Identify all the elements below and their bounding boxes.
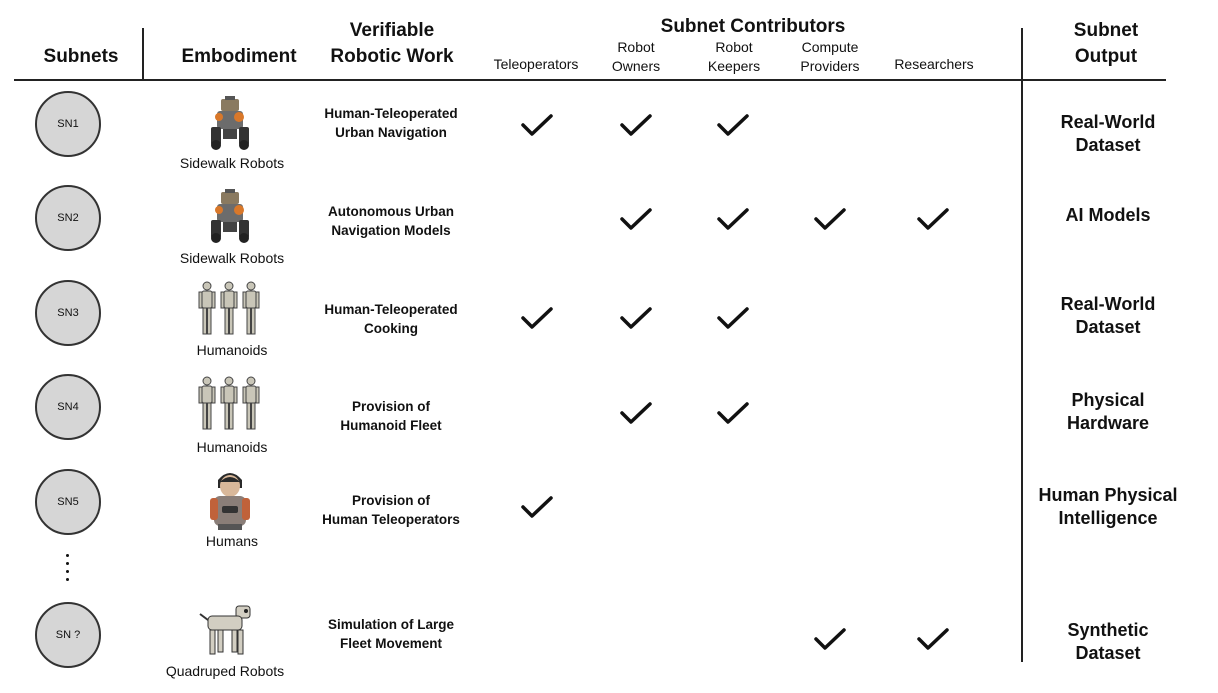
work-line: Human-Teleoperated (324, 106, 458, 121)
contributor-compute-providers (782, 38, 878, 76)
output-line: Synthetic (1067, 620, 1149, 640)
work-line: Humanoid Fleet (340, 418, 442, 433)
verifiable-work-text (296, 300, 486, 338)
subnet-output-text (1018, 111, 1198, 157)
output-line: Dataset (1075, 135, 1141, 155)
output-line: Real-World (1060, 294, 1156, 314)
output-line: Physical (1071, 390, 1145, 410)
contributor-robot-owners-line1: Robot (617, 39, 655, 55)
work-line: Simulation of Large (327, 617, 454, 632)
verifiable-work-text (296, 491, 486, 529)
verifiable-work-header (306, 18, 478, 70)
subnet-circle-sn2[interactable] (35, 185, 101, 251)
ellipsis-dots (64, 554, 70, 586)
checkmark-icon-robot-keepers (716, 112, 750, 140)
subnet-output-text (1018, 619, 1198, 665)
humanoid-robots-icon (196, 375, 262, 433)
checkmark-icon-robot-owners (619, 305, 653, 333)
subnet-id-label: SN1 (57, 118, 79, 130)
subnet-circle-sn3[interactable] (35, 280, 101, 346)
subnet-contributors-header: Subnet Contributors (660, 16, 846, 37)
output-line: Real-World (1060, 112, 1156, 132)
sidewalk-robot-icon (205, 95, 255, 151)
checkmark-icon-researchers (916, 626, 950, 654)
verifiable-work-header-line1: Verifiable (349, 20, 435, 41)
embodiment-header: Embodiment (181, 46, 297, 67)
output-line: Intelligence (1058, 508, 1158, 528)
checkmark-icon-robot-owners (619, 112, 653, 140)
embodiment-label: Humans (205, 533, 259, 549)
checkmark-icon-robot-keepers (716, 305, 750, 333)
subnet-output-text (1018, 389, 1198, 435)
human-teleoperator-icon (204, 466, 256, 532)
work-line: Cooking (364, 321, 418, 336)
contributor-researchers-line1: Researchers (894, 56, 974, 72)
embodiment-label: Sidewalk Robots (179, 155, 285, 171)
output-line: Dataset (1075, 317, 1141, 337)
contributor-compute-providers-line2: Providers (800, 58, 860, 74)
work-line: Human Teleoperators (322, 512, 460, 527)
sidewalk-robot-icon (205, 188, 255, 244)
subnet-circle-sn4[interactable] (35, 374, 101, 440)
checkmark-icon-robot-keepers (716, 400, 750, 428)
subnet-output-header (1030, 18, 1182, 70)
subnet-id-label: SN5 (57, 496, 79, 508)
subnet-id-label: SN ? (55, 629, 81, 641)
checkmark-icon-teleoperators (520, 112, 554, 140)
subnet-id-label: SN4 (57, 401, 79, 413)
header-divider (14, 79, 1166, 81)
checkmark-icon-robot-owners (619, 206, 653, 234)
contributor-robot-keepers (688, 38, 780, 76)
contributor-robot-owners (590, 38, 682, 76)
work-line: Human-Teleoperated (324, 302, 458, 317)
subnet-output-header-line1: Subnet (1073, 20, 1139, 41)
work-line: Fleet Movement (339, 636, 443, 651)
embodiment-label: Humanoids (196, 342, 268, 358)
contributor-robot-keepers-line2: Keepers (707, 58, 761, 74)
checkmark-icon-compute-providers (813, 206, 847, 234)
work-line: Provision of (351, 493, 430, 508)
work-line: Autonomous Urban (328, 204, 454, 219)
checkmark-icon-researchers (916, 206, 950, 234)
output-line: AI Models (1065, 205, 1151, 225)
work-line: Urban Navigation (335, 125, 447, 140)
subnets-column-divider (142, 28, 144, 80)
output-line: Hardware (1066, 413, 1150, 433)
contributor-robot-keepers-line1: Robot (715, 39, 753, 55)
embodiment-label: Sidewalk Robots (179, 250, 285, 266)
verifiable-work-header-line2: Robotic Work (330, 46, 454, 67)
humanoid-robots-icon (196, 280, 262, 338)
verifiable-work-text (296, 104, 486, 142)
contributor-compute-providers-line1: Compute (801, 39, 859, 55)
verifiable-work-text (296, 615, 486, 653)
quadruped-robot-icon (196, 600, 256, 658)
output-line: Dataset (1075, 643, 1141, 663)
contributor-robot-owners-line2: Owners (611, 58, 661, 74)
subnet-output-text (1018, 484, 1198, 530)
checkmark-icon-teleoperators (520, 494, 554, 522)
checkmark-icon-robot-owners (619, 400, 653, 428)
verifiable-work-text (296, 202, 486, 240)
subnet-circle-sn-unknown[interactable] (35, 602, 101, 668)
subnet-output-text (1018, 204, 1198, 227)
work-line: Navigation Models (331, 223, 451, 238)
subnet-id-label: SN2 (57, 212, 79, 224)
verifiable-work-text (296, 397, 486, 435)
subnets-header: Subnets (43, 46, 119, 67)
contributor-researchers (884, 55, 984, 74)
subnet-output-header-line2: Output (1074, 46, 1138, 67)
subnet-id-label: SN3 (57, 307, 79, 319)
checkmark-icon-compute-providers (813, 626, 847, 654)
contributor-teleoperators-line1: Teleoperators (493, 56, 579, 72)
subnet-output-text (1018, 293, 1198, 339)
embodiment-label: Humanoids (196, 439, 268, 455)
subnet-circle-sn5[interactable] (35, 469, 101, 535)
checkmark-icon-robot-keepers (716, 206, 750, 234)
embodiment-label: Quadruped Robots (165, 663, 285, 679)
checkmark-icon-teleoperators (520, 305, 554, 333)
subnet-circle-sn1[interactable] (35, 91, 101, 157)
contributor-teleoperators (482, 55, 590, 74)
work-line: Provision of (351, 399, 430, 414)
output-line: Human Physical (1038, 485, 1178, 505)
